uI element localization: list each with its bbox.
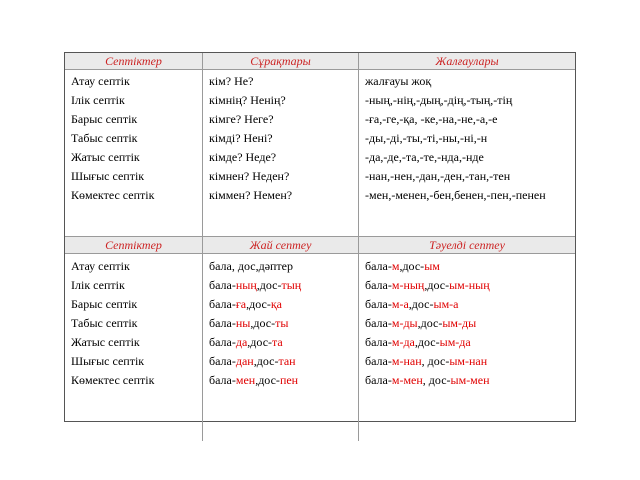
simple-example [209,333,358,352]
stem-segment: , дос- [421,354,450,368]
cases-column [65,70,203,236]
stem-segment: бала- [365,278,392,292]
ending-segment: ны [235,316,251,330]
simple-example [209,352,358,371]
stem-segment: бала- [365,373,392,387]
declension-section [65,236,575,441]
case-name: Атау септік [71,74,130,88]
case-question: кімнен? Неден? [209,169,290,183]
ending-segment: мен [235,373,256,387]
simple-example [209,276,358,295]
stem-segment: ,дос- [414,335,440,349]
possessive-example [365,333,575,352]
ending-segment: м-нан [391,354,422,368]
ending-segment: ның [235,278,257,292]
case-name: Ілік септік [71,278,125,292]
case-ending: -ды,-ді,-ты,-ті,-ны,-ні,-н [365,131,488,145]
case-name: Барыс септік [71,297,138,311]
case-ending: -нан,-нен,-дан,-ден,-тан,-тен [365,169,511,183]
ending-segment: м-а [391,297,409,311]
ending-segment: та [272,335,283,349]
case-name: Табыс септік [71,131,138,145]
stem-segment: бала- [365,297,392,311]
ending-segment: м-да [391,335,415,349]
case-ending: -мен,-менен,-бен,бенен,-пен,-пенен [365,188,546,202]
stem-segment: бала- [365,259,392,273]
case-name: Шығыс септік [71,169,145,183]
ending-segment: ым [424,259,440,273]
stem-segment: бала- [365,354,392,368]
ending-segment: ты [275,316,289,330]
ending-segment: ым-а [433,297,459,311]
simple-example [209,371,358,390]
case-question: кімнің? Ненің? [209,93,286,107]
case-ending: -да,-де,-та,-те,-нда,-нде [365,150,484,164]
questions-section [65,53,575,236]
ending-segment: м [391,259,400,273]
possessive-example [365,257,575,276]
ending-segment: қа [270,297,282,311]
simple-example [209,314,358,333]
case-name: Атау септік [71,259,130,273]
cases-column-2 [65,254,203,441]
header-endings: Жалғаулары [359,53,575,70]
stem-segment: ,дос- [256,278,282,292]
stem-segment: , дос- [422,373,451,387]
header-simple-declension: Жай септеу [203,236,359,254]
possessive-example [365,295,575,314]
ending-segment: м-ның [391,278,425,292]
header-possessive-declension: Тәуелді септеу [359,236,575,254]
stem-segment: ,дос- [250,316,276,330]
case-name: Табыс септік [71,316,138,330]
case-ending: -ға,-ге,-қа, -ке,-на,-не,-а,-е [365,112,498,126]
questions-column [203,70,359,236]
possessive-example [365,371,575,390]
possessive-example [365,314,575,333]
ending-segment: дан [235,354,254,368]
ending-segment: м-ды [391,316,418,330]
ending-segment: ым-нан [449,354,488,368]
stem-segment: ,дос- [417,316,443,330]
stem-segment: ,дос- [399,259,425,273]
case-table [64,52,576,422]
ending-segment: ым-ды [442,316,477,330]
stem-segment: ,дос- [424,278,450,292]
case-question: кіммен? Немен? [209,188,293,202]
stem-segment: бала- [365,316,392,330]
ending-segment: пен [279,373,299,387]
simple-example [209,295,358,314]
case-name: Көмектес септік [71,188,155,202]
ending-segment: ым-ның [449,278,490,292]
stem-segment: бала, дос,дәптер [209,259,294,273]
case-question: кімді? Нені? [209,131,273,145]
header-cases: Септіктер [65,53,203,70]
ending-segment: ға [235,297,247,311]
stem-segment: бала- [365,335,392,349]
stem-segment: ,дос- [246,297,271,311]
header-questions: Сұрақтары [203,53,359,70]
stem-segment: ,дос- [253,354,279,368]
case-question: кімде? Неде? [209,150,277,164]
case-name: Жатыс септік [71,335,140,349]
simple-declension-column [203,254,359,441]
case-name: Көмектес септік [71,373,155,387]
possessive-declension-column [359,254,575,441]
ending-segment: ым-да [439,335,471,349]
ending-segment: тан [278,354,296,368]
endings-column [359,70,575,236]
case-name: Барыс септік [71,112,138,126]
stem-segment: бала- [209,316,236,330]
ending-segment: ым-мен [450,373,490,387]
stem-segment: ,дос- [255,373,280,387]
stem-segment: бала- [209,297,236,311]
stem-segment: бала- [209,335,236,349]
stem-segment: бала- [209,373,236,387]
ending-segment: тың [281,278,302,292]
case-question: кім? Не? [209,74,254,88]
possessive-example [365,276,575,295]
case-question: кімге? Неге? [209,112,274,126]
stem-segment: ,дос- [408,297,434,311]
header-cases-2: Септіктер [65,236,203,254]
case-name: Ілік септік [71,93,125,107]
case-name: Жатыс септік [71,150,140,164]
ending-segment: м-мен [391,373,423,387]
stem-segment: ,дос- [247,335,273,349]
simple-example [209,257,358,276]
stem-segment: бала- [209,354,236,368]
case-ending: жалғауы жоқ [365,74,432,88]
ending-segment: да [235,335,248,349]
case-ending: -ның,-нің,-дың,-дің,-тың,-тің [365,93,513,107]
case-name: Шығыс септік [71,354,145,368]
possessive-example [365,352,575,371]
stem-segment: бала- [209,278,236,292]
